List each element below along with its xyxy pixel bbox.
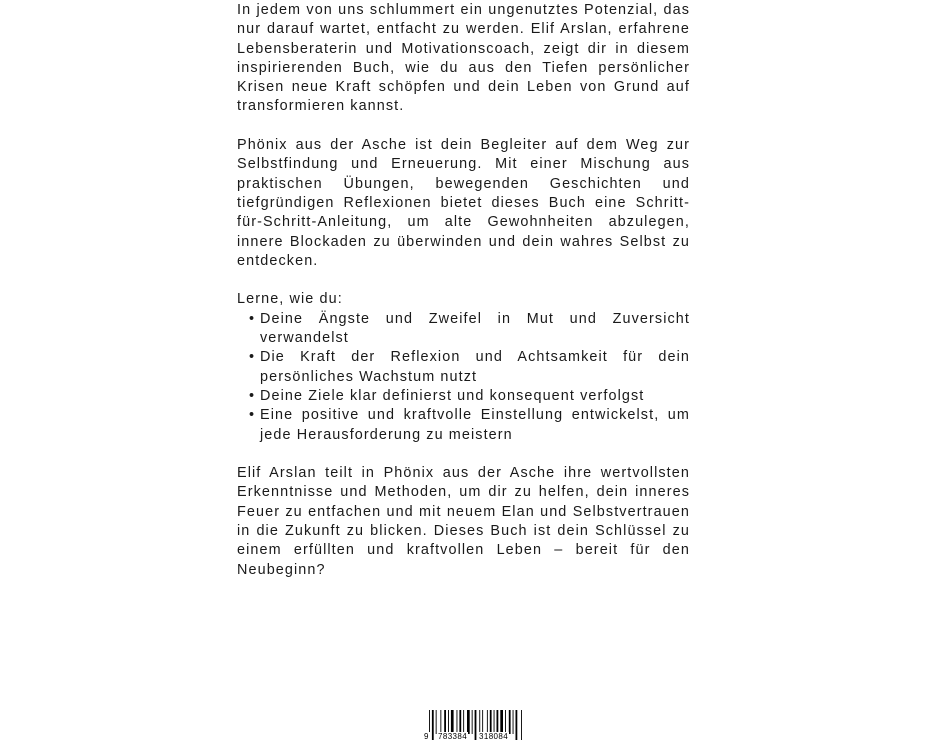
barcode-bar [497,710,499,734]
barcode-bar [436,710,437,734]
list-item: • Eine positive und kraftvolle Einstellung entwickelst, um jede Herausforderung zu meistern [237,406,690,445]
barcode-bar [448,710,449,734]
list-item: • Deine Ängste und Zweifel in Mut und Zuversicht verwandelst [237,310,690,349]
barcode-bar [509,710,511,734]
back-cover-text [237,1,690,599]
barcode-bar [457,710,458,734]
barcode-bar [482,710,483,734]
barcode-bar [472,710,473,734]
blurb-paragraph-1: In jedem von uns schlummert ein ungenutztes Potenzial, das nur darauf wartet, entfacht zu werden. Elif Arslan, erfahrene Lebensberaterin und Motivationscoach, zeigt dir in diesem inspirierenden Buch, wie du aus den Tiefen persönlicher Krisen neue Kraft schöpfen und dein Leben von Grund auf transformieren kannst. [237,2,690,115]
barcode-bar [516,710,518,740]
barcode-bar [494,710,495,734]
blurb-paragraph-3: Elif Arslan teilt in Phönix aus der Asche ihre wertvollsten Erkenntnisse und Methoden, um dir zu helfen, dein inneres Feuer zu entfachen und mit neuem Elan und Selbstvertrauen in die Zukunft zu blicken. Dieses Buch ist dein Schlüssel zu einem erfüllten und kraftvollen Leben – bereit für den Neubeginn? [237,465,690,578]
barcode-bar [444,710,446,734]
list-item: • Die Kraft der Reflexion und Achtsamkeit für dein persönliches Wachstum nutzt [237,348,690,387]
barcode-bar [451,710,454,734]
barcode-bar [487,710,488,734]
barcode-bar [475,710,477,740]
barcode-bar [459,710,461,734]
barcode-left-digits: 783384 [438,732,468,741]
barcode-bar [432,710,434,740]
barcode-bar [500,710,503,734]
barcode-bar [463,710,464,734]
barcode-bar [440,710,441,734]
barcode-bar [521,710,522,740]
benefits-list [237,310,690,445]
list-item: • Deine Ziele klar definierst und konsequent verfolgst [237,387,690,406]
barcode-right-digits: 318084 [479,732,509,741]
list-intro: Lerne, wie du: [237,291,343,308]
blurb-paragraph-2: Phönix aus der Asche ist dein Begleiter auf dem Weg zur Selbstfindung und Erneuerung. Mit einer Mischung aus praktischen Übungen, bewegenden Geschichten und tiefgründigen Reflexionen bietet dieses Buch eine Schritt-für-Schritt-Anleitung, um alte Gewohnheiten abzulegen, innere Blockaden zu überwinden und dein wahres Selbst zu entdecken. [237,137,690,269]
barcode-bar [490,710,492,734]
barcode-bar [467,710,470,734]
isbn-barcode [423,710,523,742]
barcode-bar [505,710,506,734]
barcode-lead-digit: 9 [424,732,429,741]
barcode-bar [513,710,514,734]
